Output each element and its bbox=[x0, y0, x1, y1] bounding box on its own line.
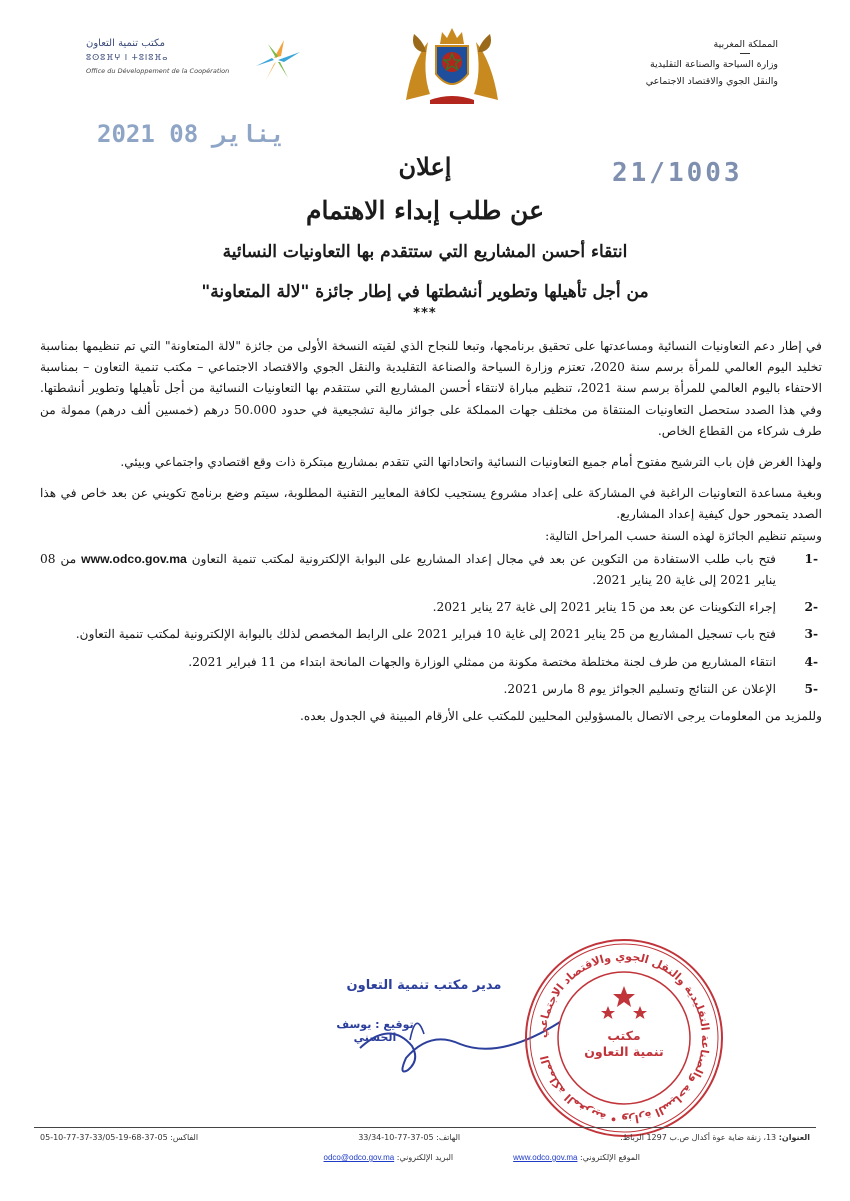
footer-phone bbox=[358, 1133, 460, 1142]
footer-fax-value: 05-37-68-19-33/05-37-77-10-05 bbox=[40, 1133, 168, 1142]
odco-name-french: Office du Développement de la Coopération bbox=[86, 67, 230, 75]
announcement-heading: إعلان bbox=[398, 152, 452, 181]
seal-line-1: مكتب bbox=[607, 1028, 641, 1043]
ministry-header bbox=[588, 36, 778, 90]
list-item bbox=[40, 597, 822, 618]
seal-center-text bbox=[522, 1028, 726, 1060]
footer-web-row bbox=[40, 1153, 640, 1162]
list-item bbox=[40, 624, 822, 645]
ministry-line-2: وزارة السياحة والصناعة التقليدية bbox=[650, 59, 778, 70]
section-separator: *** bbox=[413, 306, 437, 321]
footer-email-link[interactable]: odco@odco.gov.ma bbox=[323, 1153, 395, 1162]
step-number: -2 bbox=[804, 600, 818, 615]
list-item bbox=[40, 679, 822, 700]
footer-site-label: الموقع الإلكتروني: bbox=[580, 1153, 640, 1162]
date-stamp: 2021 يناير 08 bbox=[97, 120, 285, 148]
odco-name-tifinagh: ⵓⵙⵓⴼⵖ ⵏ ⵜⵓⵏⵓⴼⴰ bbox=[86, 53, 169, 62]
odco-name-arabic: مكتب تنمية التعاون bbox=[86, 38, 165, 49]
stages-list bbox=[40, 549, 822, 700]
seal-outer-text: المملكة المغربية • وزارة السياحة والصناعة التقليدية والنقل الجوي والاقتصاد الاجتماعي bbox=[535, 949, 713, 1127]
step-text: فتح باب طلب الاستفادة من التكوين عن بعد في مجال إعداد المشاريع على البوابة الإلكترونية لمكتب تنمية التعاون bbox=[186, 551, 776, 566]
subject-heading: عن طلب إبداء الاهتمام bbox=[306, 196, 544, 225]
subtitle-line-2: من أجل تأهيلها وتطوير أنشطتها في إطار جائزة "لالة المتعاونة" bbox=[201, 282, 649, 302]
step-text-end: من 08 يناير 2021 إلى غاية 20 يناير 2021. bbox=[40, 551, 776, 588]
footer-divider bbox=[34, 1127, 816, 1128]
ministry-line-3: والنقل الجوي والاقتصاد الاجتماعي bbox=[645, 76, 778, 87]
footer-site-link[interactable]: www.odco.gov.ma bbox=[513, 1153, 578, 1162]
seal-line-2: تنمية التعاون bbox=[584, 1044, 664, 1059]
footer-fax-label: الفاكس: bbox=[170, 1133, 199, 1142]
step-number: -1 bbox=[804, 551, 818, 566]
header-divider bbox=[740, 53, 750, 54]
paragraph-closing: وللمزيد من المعلومات يرجى الاتصال بالمسؤولين المحليين للمكتب على الأرقام المبينة في الجدول بعده. bbox=[299, 709, 822, 724]
footer-email-label: البريد الإلكتروني: bbox=[396, 1153, 454, 1162]
footer-fax bbox=[40, 1133, 198, 1142]
step-number: -5 bbox=[804, 681, 818, 696]
subtitle-line-1: انتقاء أحسن المشاريع التي ستتقدم بها التعاونيات النسائية bbox=[222, 242, 628, 262]
footer-address-label: العنوان: bbox=[778, 1133, 810, 1142]
step-text: إجراء التكوينات عن بعد من 15 يناير 2021 إلى غاية 27 يناير 2021. bbox=[432, 600, 776, 615]
paragraph-stages-intro: وسيتم تنظيم الجائزة لهذه السنة حسب المراحل التالية: bbox=[545, 528, 822, 543]
moroccan-coat-of-arms-icon bbox=[400, 22, 504, 106]
odco-website-link[interactable]: www.odco.gov.ma bbox=[81, 551, 187, 566]
list-item bbox=[40, 549, 822, 591]
paragraph-eligibility: ولهذا الغرض فإن باب الترشيح مفتوح أمام جميع التعاونيات النسائية واتحاداتها التي تتقدم بمشاريع مبتكرة ذات وقع اقتصادي واجتماعي وبيئي. bbox=[120, 455, 822, 470]
paragraph-intro: في إطار دعم التعاونيات النسائية ومساعدتها على تحقيق برنامجها، وتبعا للنجاح الذي لقيته النسخة الأولى من جائزة "لالة المتعاونة" التي تم تنظيمها بمناسبة تخليد اليوم العالمي للمرأة برسم سنة 2020، تعتزم وزارة السياحة والصناعة التقليدية والنقل الجوي والاقتصاد الاجتماعي – مكتب تنمية التعاون – بمناسبة الاحتفاء باليوم العالمي للمرأة برسم سنة 2021، تنظيم مباراة لانتقاء أحسن المشاريع التي ستتقدم بها التعاونيات النسائية من أجل تأهيلها وتطوير أنشطتها. وفي هذا الصدد ستحصل التعاونيات المنتقاة من مختلف جهات المملكة على جوائز مالية تشجيعية في حدود 50.000 درهم (خمسين ألف درهم) ممولة من طرف شركاء من القطاع الخاص. bbox=[40, 339, 823, 438]
list-item bbox=[40, 652, 822, 673]
odco-logo bbox=[78, 34, 318, 84]
step-text: فتح باب تسجيل المشاريع من 25 يناير 2021 إلى غاية 10 فبراير 2021 على الرابط المخصص لذلك بالبوابة الإلكترونية لمكتب تنمية التعاون. bbox=[75, 627, 776, 642]
step-text: انتقاء المشاريع من طرف لجنة مختلطة مختصة مكونة من ممثلي الوزارة والجهات المانحة ابتداء من 11 فبراير 2021. bbox=[188, 654, 776, 669]
ministry-line-1: المملكة المغربية bbox=[713, 39, 778, 50]
announcement-body bbox=[40, 336, 822, 727]
footer-phone-value: 05-37-77-10-33/34 bbox=[358, 1133, 434, 1142]
signatory-title: مدير مكتب تنمية التعاون bbox=[346, 978, 502, 993]
official-seal bbox=[522, 936, 726, 1140]
reference-number-stamp: 21/1003 bbox=[612, 158, 743, 188]
step-number: -3 bbox=[804, 627, 818, 642]
footer-email bbox=[324, 1153, 454, 1162]
step-number: -4 bbox=[804, 654, 818, 669]
signatory-name: توقيع : يوسف الحسني bbox=[336, 1018, 414, 1044]
paragraph-training: وبغية مساعدة التعاونيات الراغبة في المشاركة على إعداد مشروع يستجيب لكافة المعايير التقنية المطلوبة، سيتم وضع برنامج تكويني عن بعد خاص في هذا الصدد يتمحور حول كيفية إعداد المشاريع. bbox=[40, 486, 822, 522]
footer-address bbox=[620, 1133, 810, 1142]
footer-contact-row bbox=[40, 1133, 810, 1142]
odco-star-mark-icon bbox=[254, 36, 304, 82]
footer-site bbox=[513, 1153, 640, 1162]
step-text: الإعلان عن النتائج وتسليم الجوائز يوم 8 مارس 2021. bbox=[503, 681, 776, 696]
footer-phone-label: الهاتف: bbox=[436, 1133, 461, 1142]
footer-address-value: 13، زنقة ضاية عوة أكدال ص.ب 1297 الرباط. bbox=[620, 1133, 777, 1142]
